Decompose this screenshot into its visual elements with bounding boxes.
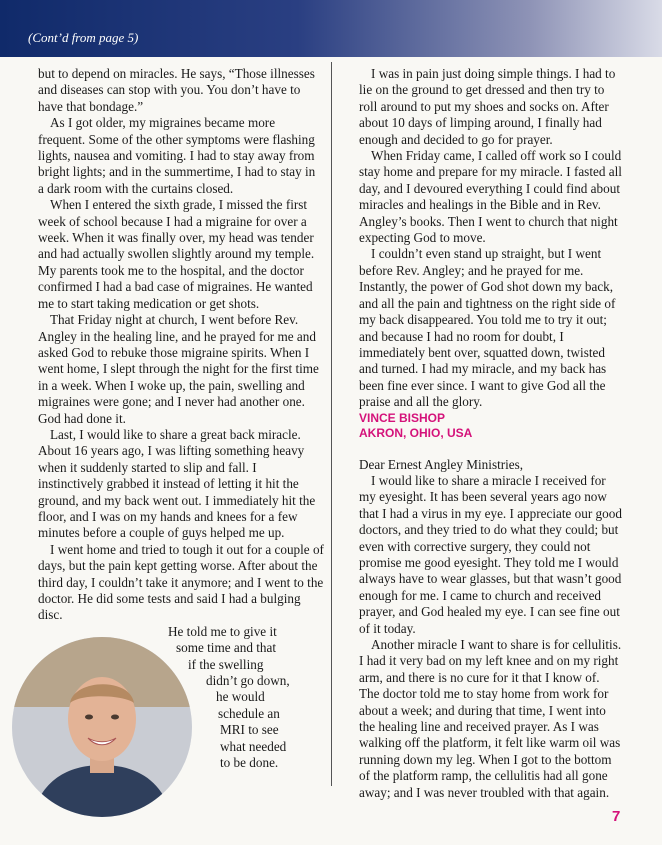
paragraph: When I entered the sixth grade, I missed the first week of school because I had a migraine for over a week. When it was finally over, my head was tender and had actually swollen slightly around my temple. My parents took me to the hospital, and the doctor confirmed I had a bad case of migraines. He wanted me to start taking medication or get shots. xyxy=(38,197,315,311)
wrapped-line: He told me to give it xyxy=(168,623,277,639)
wrapped-line: he would xyxy=(216,689,265,705)
paragraph: I would like to share a miracle I received for my eyesight. It has been several years ago now that I had a virus in my eye. I appreciate our good doctors, and they tried to do what they could; but even with corrective surgery, they could not promise me good eyesight. They told me I would always have to wear glasses, but that wasn’t good enough for me. I came to church and received prayer, and God healed my eye. I can see fine out of it today. xyxy=(359,472,622,636)
page-number: 7 xyxy=(612,808,621,825)
salutation: Dear Ernest Angley Ministries, xyxy=(359,456,524,472)
signature-name: VINCE BISHOP xyxy=(359,410,446,425)
paragraph: Last, I would like to share a great back miracle. About 16 years ago, I was lifting something heavy when it suddenly started to slip and fall. I instinctively grabbed it instead of letting it hit the ground, and my back went out. I immediately hit the floor, and I was on my hands and knees for a few minutes before a couple of guys helped me up. xyxy=(38,426,316,541)
author-photo xyxy=(12,637,192,817)
wrapped-line: to be done. xyxy=(220,755,279,771)
wrapped-line: schedule an xyxy=(218,705,280,721)
wrapped-line: if the swelling xyxy=(188,656,264,672)
wrapped-text xyxy=(168,624,324,772)
wrapped-line: what needed xyxy=(220,738,287,754)
signature-place: AKRON, OHIO, USA xyxy=(359,425,473,440)
paragraph: I went home and tried to tough it out for a couple of days, but the pain kept getting worse. After about the third day, I couldn’t take it anymore; and I went to the doctor. He did some tests and said I had a bulging disc. xyxy=(38,541,324,623)
column-divider xyxy=(331,62,332,786)
paragraph: but to depend on miracles. He says, “Those illnesses and diseases can stop with you. You don’t have to have that bondage.” xyxy=(38,66,315,114)
wrapped-line: didn’t go down, xyxy=(206,673,290,689)
paragraph: As I got older, my migraines became more frequent. Some of the other symptoms were flashing lights, nausea and vomiting. I had to stay away from bright lights; and in the summertime, I had to stay in a dark room with the curtains closed. xyxy=(38,115,316,196)
paragraph: I was in pain just doing simple things. I had to lie on the ground to get dressed and then try to roll around to put my shoes and socks on. After about 10 days of limping around, I finally had enough and decided to go for prayer. xyxy=(359,66,616,147)
paragraph: I couldn’t even stand up straight, but I went before Rev. Angley; and he prayed for me. Instantly, the power of God shot down my back, and all the pain and tightness on the right side of my back disappeared. You told me to try it out; and because I had no room for doubt, I immediately bent over, squatted down, twisted and turned. I had my miracle, and my back has been fine ever since. I want to give God all the praise and all the glory. xyxy=(359,246,616,410)
portrait-illustration xyxy=(12,637,192,817)
header-banner xyxy=(0,0,662,57)
paragraph: When Friday came, I called off work so I could stay home and prepare for my miracle. I fasted all day, and I devoured everything I could find about miracles and healings in the Bible and in Rev. Angley’s books. Then I went to church that night expecting God to move. xyxy=(359,148,622,246)
wrapped-line: some time and that xyxy=(176,640,276,656)
continued-note: (Cont’d from page 5) xyxy=(28,30,139,45)
paragraph: That Friday night at church, I went before Rev. Angley in the healing line, and he prayed for me and asked God to rebuke those migraine spirits. When I went home, I slept through the night for the first time in a week. When I woke up, the pain, swelling and migraines were gone; and I never had another one. God had done it. xyxy=(38,312,319,426)
paragraph: Another miracle I want to share is for cellulitis. I had it very bad on my left knee and on my right arm, and there is no cure for it that I know of. The doctor told me to stay home from work for about a week; and during that time, I went into the healing line and received prayer. As I was walking off the platform, it felt like warm oil was running down my leg. When I got to the bottom of the platform ramp, the cellulitis had all gone away; and I was never troubled with that again. xyxy=(359,637,622,800)
right-column xyxy=(359,66,623,801)
wrapped-line: MRI to see xyxy=(220,722,279,738)
